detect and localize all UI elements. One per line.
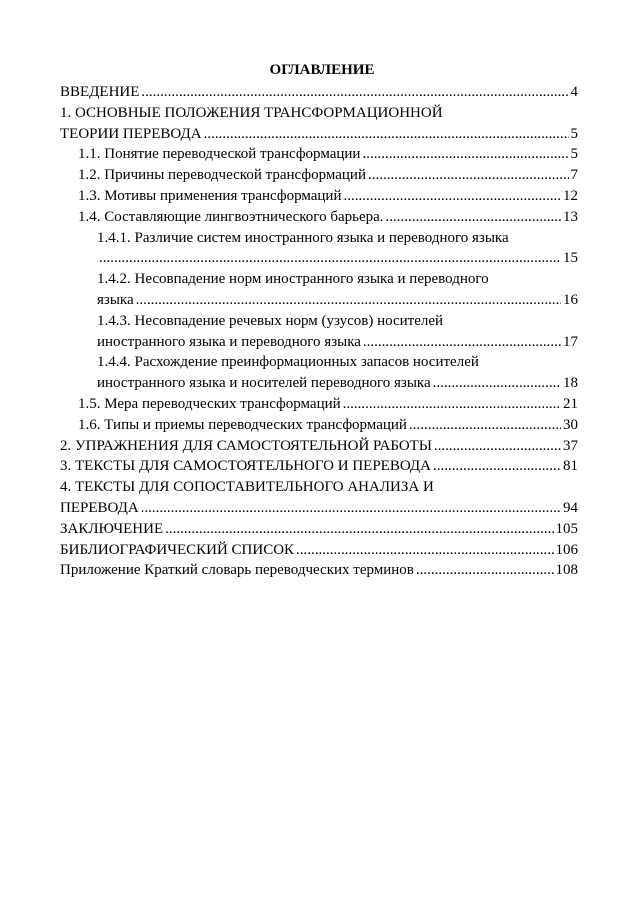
toc-entry-title: ВВЕДЕНИЕ [60, 84, 140, 100]
dot-leader [363, 332, 561, 353]
toc-entry [60, 540, 578, 561]
dot-leader [416, 560, 554, 581]
toc-entry-title: 1.5. Мера переводческих трансформаций [78, 395, 341, 412]
toc-entry-title: 1.3. Мотивы применения трансформаций [78, 187, 342, 204]
toc-entry-text-line: 1.4.3. Несовпадение речевых норм (узусов) носителей [97, 312, 444, 329]
dot-leader [141, 498, 561, 519]
dot-leader [434, 436, 561, 457]
dot-leader [344, 186, 562, 207]
toc-page-number: 37 [563, 437, 578, 454]
toc-entry-line [78, 186, 578, 207]
dot-leader [433, 456, 561, 477]
toc-entry-title: ТЕОРИИ ПЕРЕВОДА [60, 125, 202, 142]
toc-entry-line [97, 373, 578, 394]
toc-entry [60, 456, 578, 477]
toc-entry-title: 1.2. Причины переводческой трансформаций [78, 167, 366, 184]
dot-leader [368, 165, 569, 186]
toc-entry-line [60, 82, 578, 103]
toc-entry-title: иностранного языка и носителей переводного языка [97, 375, 431, 392]
dot-leader [362, 144, 568, 165]
dot-leader [296, 540, 553, 561]
toc-page-number: 5 [570, 146, 578, 163]
toc-entry-line [78, 207, 578, 228]
toc-entry [60, 394, 578, 415]
toc-entry-line [60, 519, 578, 540]
toc-entry-title: 3. ТЕКСТЫ ДЛЯ САМОСТОЯТЕЛЬНОГО И ПЕРЕВОДА [60, 458, 431, 475]
toc-entry-line [60, 436, 578, 457]
toc-entry [60, 415, 578, 436]
toc-entry-text-line: 1.4.1. Различие систем иностранного языка и переводного языка [97, 229, 509, 246]
toc-entry-title: 1.1. Понятие переводческой трансформации [78, 146, 361, 163]
toc-entry [60, 519, 578, 540]
toc-page-number: 94 [563, 499, 578, 516]
toc-page-number: 7 [570, 167, 578, 184]
toc-entry [60, 82, 578, 103]
toc-entry [60, 436, 578, 457]
toc-entry-text-line: 1.4.2. Несовпадение норм иностранного языка и переводного [97, 271, 489, 288]
toc-page-number: 15 [563, 250, 578, 267]
toc-entry-text-line: 1. ОСНОВНЫЕ ПОЛОЖЕНИЯ ТРАНСФОРМАЦИОННОЙ [60, 104, 443, 121]
document-page [60, 60, 578, 581]
table-of-contents [60, 82, 578, 581]
toc-entry [60, 477, 578, 519]
toc-page-number: 13 [563, 208, 578, 225]
toc-page-number: 4 [570, 84, 578, 100]
toc-page-number: 30 [563, 416, 578, 433]
toc-entry [60, 165, 578, 186]
toc-entry [60, 311, 578, 353]
toc-entry-title: БИБЛИОГРАФИЧЕСКИЙ СПИСОК [60, 541, 295, 558]
toc-page-number: 18 [563, 375, 578, 392]
dot-leader [99, 248, 561, 269]
toc-entry-line [78, 394, 578, 415]
toc-entry-line [97, 248, 578, 269]
toc-entry-title: 1.4. Составляющие лингвоэтнического барьера. [78, 208, 384, 225]
toc-entry [60, 144, 578, 165]
dot-leader [136, 290, 561, 311]
toc-entry-title: 1.6. Типы и приемы переводческих трансформаций [78, 416, 407, 433]
dot-leader [386, 207, 561, 228]
toc-title: ОГЛАВЛЕНИЕ [269, 62, 375, 78]
toc-entry-line [78, 144, 578, 165]
dot-leader [165, 519, 553, 540]
toc-page-number: 5 [570, 125, 578, 142]
toc-page-number: 16 [563, 291, 578, 308]
toc-entry-text-line: 4. ТЕКСТЫ ДЛЯ СОПОСТАВИТЕЛЬНОГО АНАЛИЗА И [60, 479, 434, 496]
dot-leader [433, 373, 561, 394]
toc-page-number: 105 [555, 520, 578, 537]
toc-entry [60, 269, 578, 311]
dot-leader [409, 415, 561, 436]
toc-entry-line [60, 498, 578, 519]
toc-entry [60, 228, 578, 270]
toc-entry-line [60, 124, 578, 145]
toc-entry-line [60, 560, 578, 581]
toc-page-number: 108 [555, 562, 578, 579]
toc-entry-title: ПЕРЕВОДА [60, 499, 139, 516]
toc-entry-title: иностранного языка и переводного языка [97, 333, 361, 350]
toc-entry-line [97, 332, 578, 353]
toc-entry-title: языка [97, 291, 134, 308]
toc-entry [60, 207, 578, 228]
toc-page-number: 17 [563, 333, 578, 350]
toc-entry [60, 103, 578, 145]
toc-entry-line [97, 290, 578, 311]
toc-entry-text-line: 1.4.4. Расхождение преинформационных запасов носителей [97, 354, 479, 371]
toc-page-number: 81 [563, 458, 578, 475]
toc-entry-line [60, 456, 578, 477]
toc-entry [60, 186, 578, 207]
toc-entry-line [78, 415, 578, 436]
dot-leader [141, 82, 568, 103]
toc-page-number: 21 [563, 395, 578, 412]
toc-entry-title: ЗАКЛЮЧЕНИЕ [60, 520, 164, 537]
toc-entry-title: 2. УПРАЖНЕНИЯ ДЛЯ САМОСТОЯТЕЛЬНОЙ РАБОТЫ [60, 437, 432, 454]
dot-leader [343, 394, 561, 415]
toc-page-number: 12 [563, 187, 578, 204]
toc-entry [60, 560, 578, 581]
dot-leader [204, 124, 569, 145]
toc-entry-line [78, 165, 578, 186]
toc-entry-title: Приложение Краткий словарь переводческих терминов [60, 562, 414, 579]
toc-entry [60, 352, 578, 394]
toc-entry-line [60, 540, 578, 561]
toc-page-number: 106 [555, 541, 578, 558]
